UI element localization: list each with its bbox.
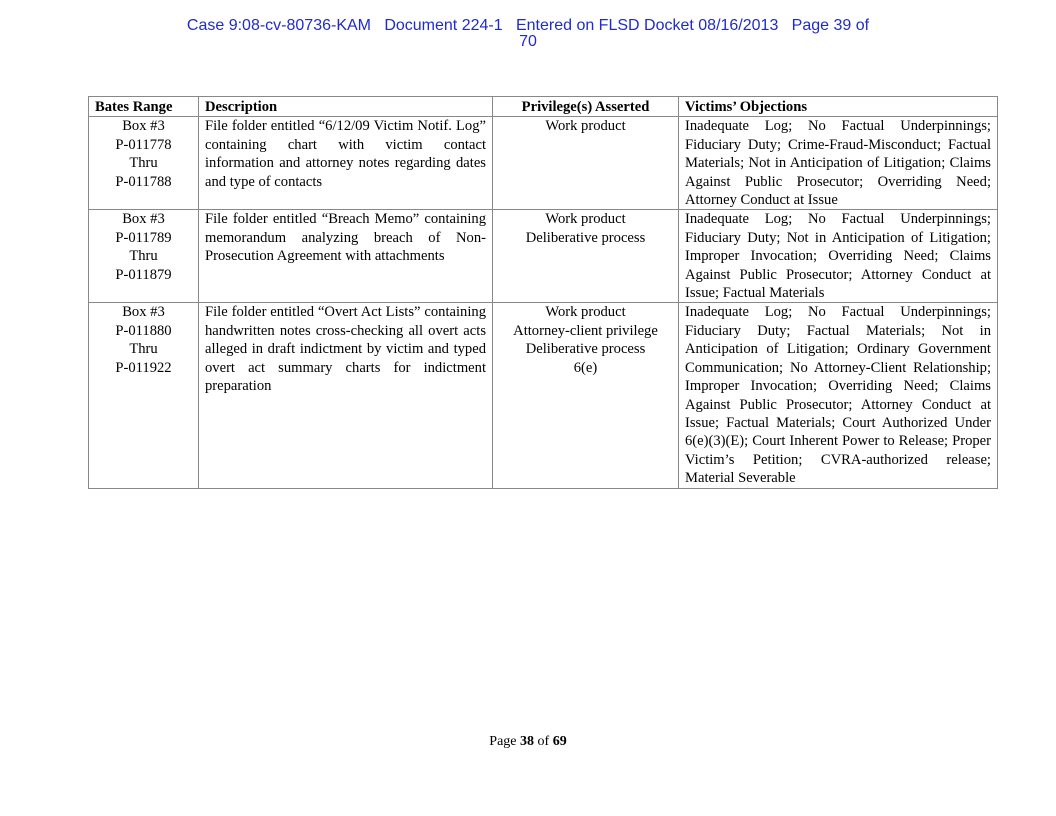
privilege-item: 6(e) (573, 359, 598, 376)
privileges-cell (493, 210, 679, 303)
objections-cell: Inadequate Log; No Factual Underpinnings; Fiduciary Duty; Not in Anticipation of Litigation; Improper Invocation; Overriding Need; Claims Against Public Prosecutor; Attorney Conduct at Issue; Factual Materials (679, 210, 998, 303)
bates-start: P-011778 (115, 136, 172, 153)
bates-thru: Thru (129, 155, 158, 172)
privilege-item: Work product (545, 211, 626, 228)
privileges-cell (493, 303, 679, 488)
table-header-row (89, 97, 998, 117)
bates-box: Box #3 (122, 118, 165, 135)
column-header-bates-range: Bates Range (89, 97, 199, 117)
column-header-objections: Victims’ Objections (679, 97, 998, 117)
objections-cell: Inadequate Log; No Factual Underpinnings; Fiduciary Duty; Factual Materials; Not in Anticipation of Litigation; Ordinary Government Communication; No Attorney-Client Relationship; Improper Invocation; Overriding Need; Claims Against Public Prosecutor; Attorney Conduct at Issue; Factual Materials; Court Authorized Under 6(e)(3)(E); Court Inherent Power to Release; Proper Victim’s Petition; CVRA-authorized release; Material Severable (679, 303, 998, 488)
docket-header-stamp (180, 18, 876, 50)
bates-thru: Thru (129, 248, 158, 265)
description-cell: File folder entitled “6/12/09 Victim Notif. Log” containing chart with victim contact information and attorney notes regarding dates and type of contacts (199, 117, 493, 210)
privileges-cell (493, 117, 679, 210)
docket-header-line-2: 70 (519, 33, 537, 50)
table-row (89, 210, 998, 303)
bates-end: P-011879 (115, 266, 172, 283)
column-header-privileges: Privilege(s) Asserted (493, 97, 679, 117)
description-cell: File folder entitled “Breach Memo” containing memorandum analyzing breach of Non-Prosecution Agreement with attachments (199, 210, 493, 303)
page-label-of: of (534, 734, 553, 749)
objections-cell: Inadequate Log; No Factual Underpinnings; Fiduciary Duty; Crime-Fraud-Misconduct; Factual Materials; Not in Anticipation of Litigation; Claims Against Public Prosecutor; Overriding Need; Attorney Conduct at Issue (679, 117, 998, 210)
bates-start: P-011789 (115, 229, 172, 246)
privilege-item: Work product (545, 304, 626, 321)
bates-range-cell (89, 117, 199, 210)
column-header-description: Description (199, 97, 493, 117)
bates-end: P-011788 (115, 173, 172, 190)
current-page-number: 38 (520, 734, 535, 749)
privilege-item: Attorney-client privilege (513, 322, 658, 339)
bates-range-cell (89, 210, 199, 303)
page-label-prefix: Page (489, 734, 521, 749)
bates-box: Box #3 (122, 304, 165, 321)
privilege-log-table (88, 96, 998, 489)
page-number-footer (0, 734, 1056, 750)
description-cell: File folder entitled “Overt Act Lists” containing handwritten notes cross-checking all overt acts alleged in draft indictment by victim and typed overt act summary charts for indictment preparation (199, 303, 493, 488)
bates-range-cell (89, 303, 199, 488)
privilege-item: Work product (545, 118, 626, 135)
bates-box: Box #3 (122, 211, 165, 228)
table-row (89, 117, 998, 210)
docket-header-line-1: Case 9:08-cv-80736-KAM Document 224-1 Entered on FLSD Docket 08/16/2013 Page 39 of (186, 17, 870, 34)
bates-end: P-011922 (115, 359, 172, 376)
privilege-item: Deliberative process (525, 341, 646, 358)
bates-thru: Thru (129, 341, 158, 358)
bates-start: P-011880 (115, 322, 172, 339)
total-page-count: 69 (552, 734, 567, 749)
privilege-item: Deliberative process (525, 229, 646, 246)
table-row (89, 303, 998, 488)
